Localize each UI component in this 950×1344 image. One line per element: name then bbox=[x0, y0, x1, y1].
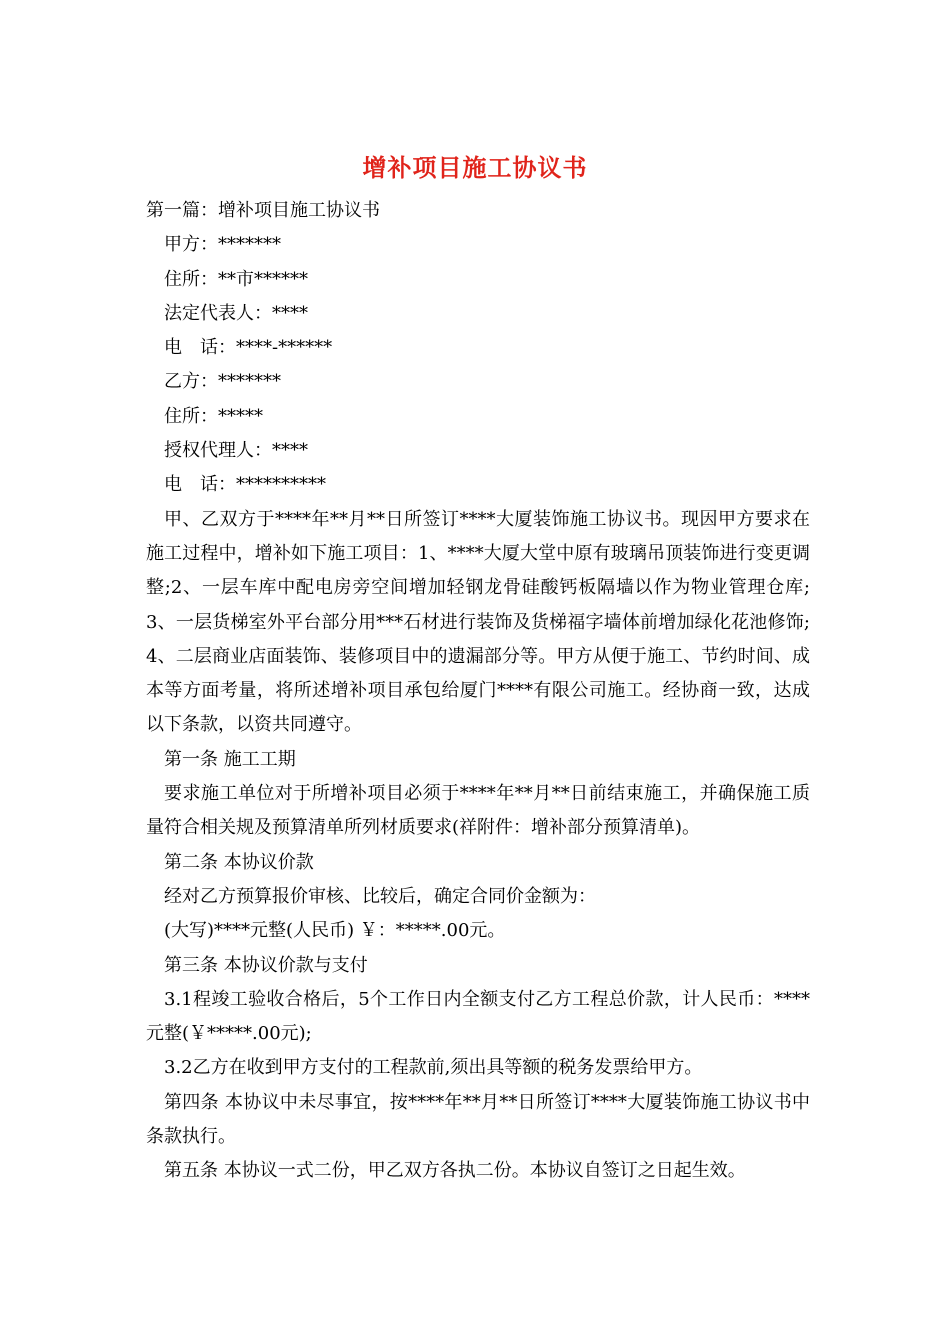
document-title: 增补项目施工协议书 bbox=[362, 153, 588, 182]
party-b-phone: 电 话：********** bbox=[164, 474, 326, 496]
article-3-title: 第三条 本协议价款与支付 bbox=[164, 954, 368, 976]
article-5: 第五条 本协议一式二份，甲乙双方各执二份。本协议自签订之日起生效。 bbox=[164, 1160, 746, 1182]
party-b-address: 住所：***** bbox=[164, 405, 263, 427]
intro-paragraph: 甲、乙双方于****年**月**日所签订****大厦装饰施工协议书。现因甲方要求在施工过程中，增补如下施工项目：1、****大厦大堂中原有玻璃吊顶装饰进行变更调整;2、一层车库中配电房旁空间增加轻钢龙骨硅酸钙板隔墙以作为物业管理仓库;3、一层货梯室外平台部分用***石材进行装饰及货梯福字墙体前增加绿化花池修饰;4、二层商业店面装饰、装修项目中的遗漏部分等。甲方从便于施工、节约时间、成本等方面考量，将所述增补项目承包给厦门****有限公司施工。经协商一致，达成以下条款，以资共同遵守。 bbox=[146, 508, 810, 736]
article-4: 第四条 本协议中未尽事宜，按****年**月**日所签订****大厦装饰施工协议书中条款执行。 bbox=[146, 1091, 810, 1148]
party-a-address: 住所：**市****** bbox=[164, 268, 308, 290]
article-1-title: 第一条 施工工期 bbox=[164, 748, 296, 770]
article-2-line-2: (大写)****元整(人民币) ￥：*****.00元。 bbox=[164, 920, 506, 942]
article-1-body: 要求施工单位对于所增补项目必须于****年**月**日前结束施工，并确保施工质量符合相关规及预算清单所列材质要求(祥附件：增补部分预算清单)。 bbox=[146, 783, 810, 839]
heading: 第一篇：增补项目施工协议书 bbox=[146, 200, 380, 221]
article-3-clause-2: 3.2乙方在收到甲方支付的工程款前,须出具等额的税务发票给甲方。 bbox=[164, 1057, 703, 1079]
party-b: 乙方：******* bbox=[164, 371, 281, 393]
party-a-phone: 电 话：****-****** bbox=[164, 337, 333, 359]
party-a-representative: 法定代表人：**** bbox=[164, 302, 308, 324]
article-2-line-1: 经对乙方预算报价审核、比较后，确定合同价金额为： bbox=[164, 885, 596, 907]
party-a: 甲方：******* bbox=[164, 234, 281, 256]
document-body bbox=[146, 194, 810, 1189]
article-2-title: 第二条 本协议价款 bbox=[164, 851, 314, 873]
party-b-agent: 授权代理人：**** bbox=[164, 440, 308, 462]
article-3-clause-1: 3.1程竣工验收合格后，5个工作日内全额支付乙方工程总价款，计人民币：****元整(￥*****.00元); bbox=[146, 988, 810, 1045]
